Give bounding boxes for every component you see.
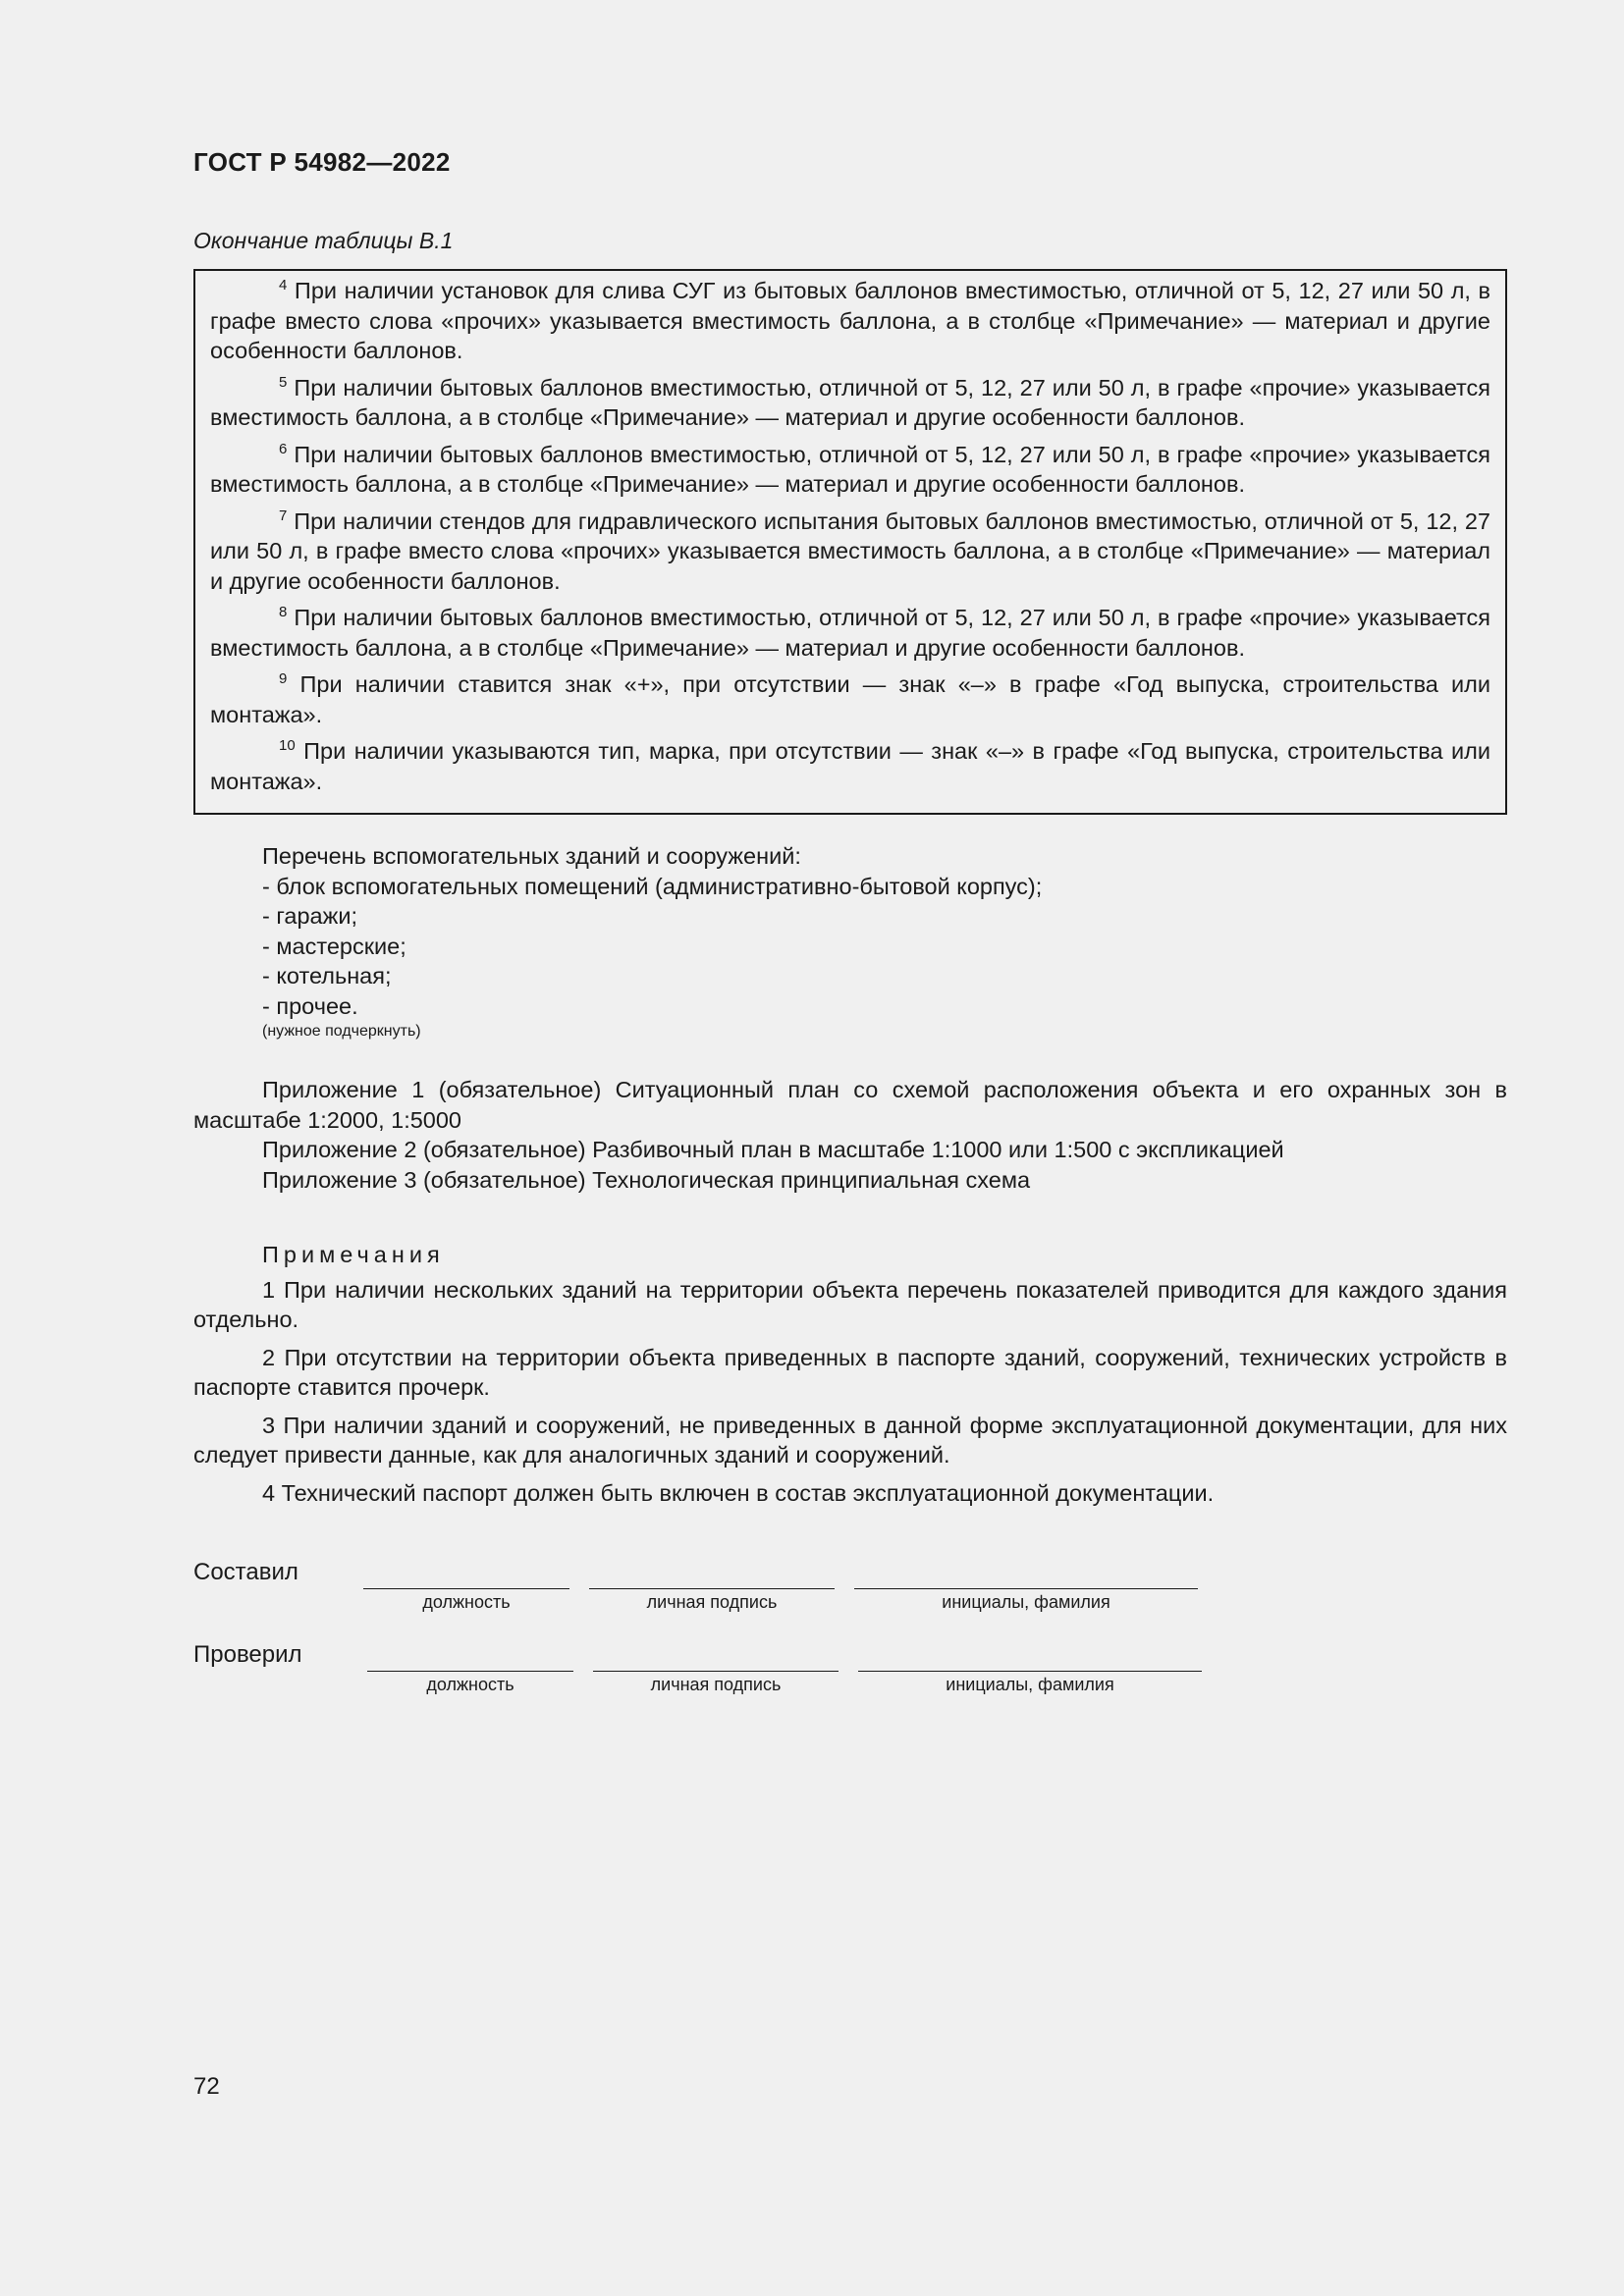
list-item: - мастерские; [262,933,406,959]
field-caption: должность [422,1592,511,1612]
position-field[interactable] [363,1588,569,1612]
footnote [210,603,1490,663]
footnote-number: 6 [279,440,288,457]
signature-field[interactable] [589,1588,835,1612]
footnote-number: 7 [279,507,288,524]
footnote [210,373,1490,433]
appendices-block [193,1075,1507,1195]
note-item: 1 При наличии нескольких зданий на территории объекта перечень показателей приводится для каждого здания отдельно. [193,1276,1507,1332]
list-item: - блок вспомогательных помещений (административно-бытовой корпус); [262,873,1043,899]
field-caption: инициалы, фамилия [946,1675,1114,1694]
aux-buildings-title: Перечень вспомогательных зданий и сооружений: [262,843,801,869]
field-caption: должность [426,1675,514,1694]
footnote [210,276,1490,366]
notes-title: Примечания [262,1242,445,1267]
field-caption: личная подпись [650,1675,782,1694]
signature-field[interactable] [593,1671,839,1694]
footnote-text: При наличии указываются тип, марка, при отсутствии — знак «–» в графе «Год выпуска, строительства или монтажа». [210,738,1490,794]
notes-block [193,1240,1507,1516]
note-item: 4 Технический паспорт должен быть включен в состав эксплуатационной документации. [262,1479,1215,1506]
footnote-number: 4 [279,277,288,294]
footnote-text: При наличии бытовых баллонов вместимостью, отличной от 5, 12, 27 или 50 л, в графе «прочие» указывается вместимость баллона, а в столбце «Примечание» — материал и другие особенности баллонов. [210,374,1490,430]
page-number: 72 [193,2073,220,2100]
list-item: - прочее. [262,992,358,1019]
footnote [210,440,1490,500]
document-header: ГОСТ Р 54982—2022 [193,147,451,177]
field-caption: инициалы, фамилия [942,1592,1110,1612]
signature-label: Составил [193,1559,298,1585]
footnote-text: При наличии бытовых баллонов вместимостью, отличной от 5, 12, 27 или 50 л, в графе «прочие» указывается вместимость баллона, а в столбце «Примечание» — материал и другие особенности баллонов. [210,441,1490,497]
footnote-number: 8 [279,604,288,620]
list-item: - котельная; [262,963,392,988]
list-item: - гаражи; [262,903,357,929]
footnote-text: При наличии бытовых баллонов вместимостью, отличной от 5, 12, 27 или 50 л, в графе «прочие» указывается вместимость баллона, а в столбце «Примечание» — материал и другие особенности баллонов. [210,605,1490,661]
appendix-item: Приложение 3 (обязательное) Технологическая принципиальная схема [262,1166,1031,1193]
note-item: 2 При отсутствии на территории объекта приведенных в паспорте зданий, сооружений, технических устройств в паспорте ставится прочерк. [193,1344,1507,1400]
appendix-item: Приложение 2 (обязательное) Разбивочный план в масштабе 1:1000 или 1:500 с экспликацией [262,1137,1284,1162]
footnote-text: При наличии ставится знак «+», при отсутствии — знак «–» в графе «Год выпуска, строительства или монтажа». [210,671,1490,727]
footnote-number: 5 [279,373,288,391]
footnote [210,507,1490,597]
appendix-item: Приложение 1 (обязательное) Ситуационный план со схемой расположения объекта и его охранных зон в масштабе 1:2000, 1:5000 [193,1077,1507,1133]
footnote-text: При наличии стендов для гидравлического испытания бытовых баллонов вместимостью, отличной от 5, 12, 27 или 50 л, в графе вместо слова «прочих» указывается вместимость баллона, а в столбце «Примечание» — материал и другие особенности баллонов. [210,507,1491,594]
footnote-number: 10 [279,737,296,754]
aux-buildings-list [262,841,1042,1042]
table-footnotes-box [193,269,1507,815]
position-field[interactable] [367,1671,573,1694]
footnote-number: 9 [279,670,288,687]
table-caption: Окончание таблицы В.1 [193,228,454,253]
signature-label: Проверил [193,1641,302,1668]
note-item: 3 При наличии зданий и сооружений, не приведенных в данной форме эксплуатационной документации, для них следует привести данные, как для аналогичных зданий и сооружений. [193,1412,1507,1468]
name-field[interactable] [858,1671,1202,1694]
underline-note: (нужное подчеркнуть) [262,1023,421,1040]
footnote [210,669,1490,729]
field-caption: личная подпись [646,1592,778,1612]
footnote [210,736,1490,796]
name-field[interactable] [854,1588,1198,1612]
footnote-text: При наличии установок для слива СУГ из бытовых баллонов вместимостью, отличной от 5, 12, 27 или 50 л, в графе вместо слова «прочих» указывается вместимость баллона, а в столбце «Примечание» — материал и другие особенности баллонов. [210,278,1490,363]
